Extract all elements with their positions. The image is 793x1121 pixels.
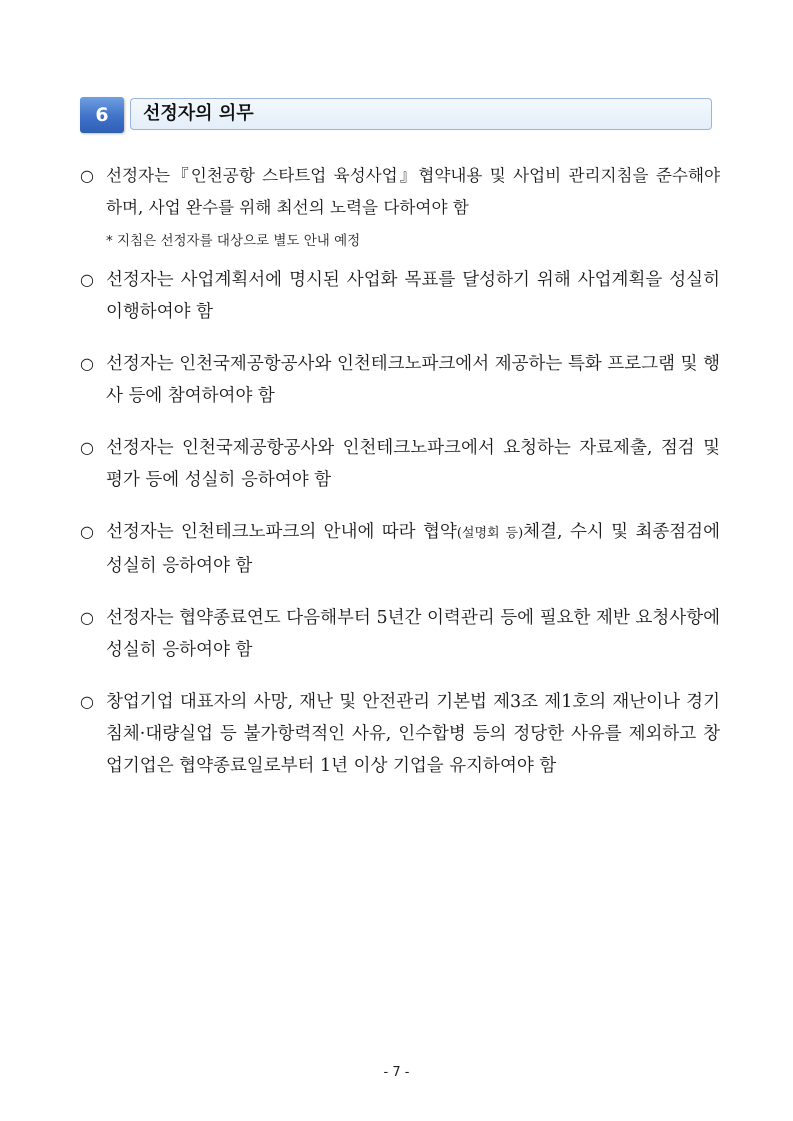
bullet-circle-icon: ○ xyxy=(80,438,94,457)
list-item xyxy=(80,160,720,224)
item-text-before: 선정자는 인천테크노파크의 안내에 따라 협약 xyxy=(106,522,457,542)
page-number: - 7 - xyxy=(383,1065,410,1080)
bullet-circle-icon: ○ xyxy=(80,692,94,711)
list-item xyxy=(80,264,720,328)
item-text: 창업기업 대표자의 사망, 재난 및 안전관리 기본법 제3조 제1호의 재난이나 경기침체·대량실업 등 불가항력적인 사유, 인수합병 등의 정당한 사유를 제외하고 창업기업은 협약종료일로부터 1년 이상 기업을 유지하여야 함 xyxy=(106,692,720,776)
list-item xyxy=(80,602,720,666)
item-text: 선정자는 인천국제공항공사와 인천테크노파크에서 제공하는 특화 프로그램 및 행사 등에 참여하여야 함 xyxy=(106,354,720,406)
bullet-circle-icon: ○ xyxy=(80,270,94,289)
item-text: 선정자는 협약종료연도 다음해부터 5년간 이력관리 등에 필요한 제반 요청사항에 성실히 응하여야 함 xyxy=(106,608,720,660)
section-number-badge: 6 xyxy=(80,97,124,133)
item-text: 선정자는 사업계획서에 명시된 사업화 목표를 달성하기 위해 사업계획을 성실히 이행하여야 함 xyxy=(106,270,720,322)
item-text xyxy=(106,516,720,582)
item-text-after: 체결, 수시 및 최종점검에 성실히 응하여야 함 xyxy=(106,522,720,576)
list-item xyxy=(80,516,720,582)
item-text: 선정자는『인천공항 스타트업 육성사업』협약내용 및 사업비 관리지침을 준수해야 하며, 사업 완수를 위해 최선의 노력을 다하여야 함 xyxy=(106,166,720,217)
item-text-parenthetical: (설명회 등) xyxy=(456,526,524,541)
list-item xyxy=(80,348,720,412)
bullet-circle-icon: ○ xyxy=(80,354,94,373)
bullet-circle-icon: ○ xyxy=(80,608,94,627)
obligations-list xyxy=(80,160,720,782)
list-item xyxy=(80,432,720,496)
item-text: 선정자는 인천국제공항공사와 인천테크노파크에서 요청하는 자료제출, 점검 및 평가 등에 성실히 응하여야 함 xyxy=(106,438,720,490)
section-title: 선정자의 의무 xyxy=(130,98,712,130)
guideline-note: * 지침은 선정자를 대상으로 별도 안내 예정 xyxy=(106,233,361,249)
bullet-circle-icon: ○ xyxy=(80,522,94,541)
bullet-circle-icon: ○ xyxy=(80,166,94,185)
section-header xyxy=(80,97,714,133)
list-item xyxy=(80,686,720,782)
